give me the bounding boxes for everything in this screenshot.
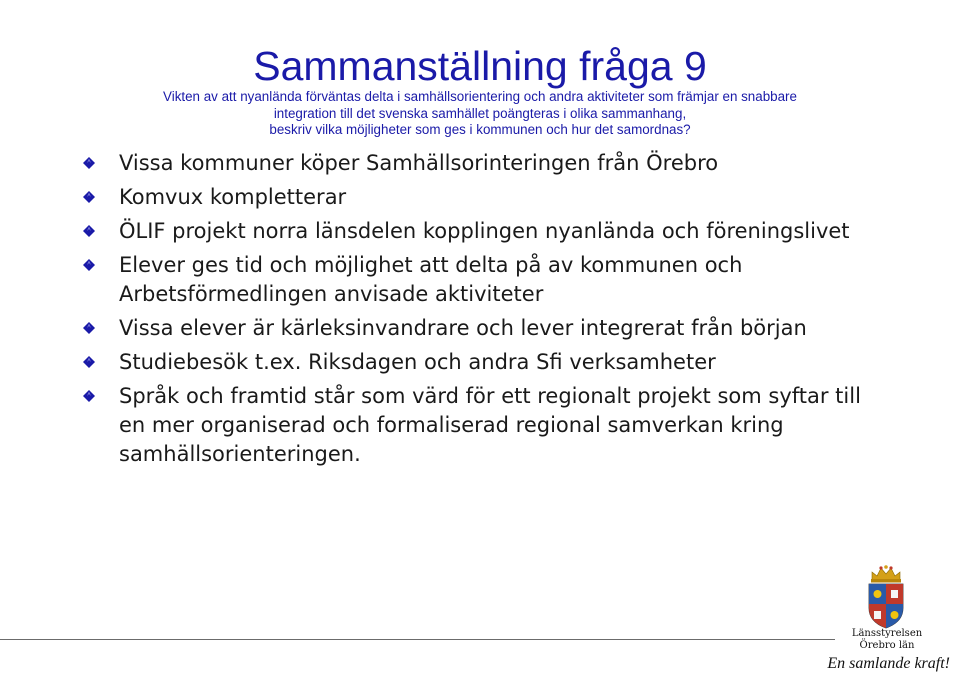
- bullet-item: [80, 217, 880, 246]
- bullet-item: [80, 314, 880, 343]
- bullet-text: Elever ges tid och möjlighet att delta på av kommunen och Arbetsförmedlingen anvisade aktiviteter: [119, 253, 743, 306]
- bullet-list: [80, 149, 880, 474]
- diamond-bullet-icon: [83, 191, 95, 203]
- bullet-item: [80, 183, 880, 212]
- subtitle-line: Vikten av att nyanlända förväntas delta i samhällsorientering och andra aktiviteter som främjar en snabbare: [163, 89, 797, 104]
- bullet-text: Komvux kompletterar: [119, 185, 347, 209]
- coat-of-arms-icon: [864, 564, 908, 630]
- bullet-text: Språk och framtid står som värd för ett regionalt projekt som syftar till en mer organiserad och formaliserad regional samverkan kring samhällsorienteringen.: [119, 384, 861, 466]
- slide-title: Sammanställning fråga 9: [253, 43, 707, 89]
- bullet-item: [80, 251, 880, 309]
- diamond-bullet-icon: [83, 225, 95, 237]
- bullet-text: Studiebesök t.ex. Riksdagen och andra Sfi verksamheter: [119, 350, 716, 374]
- bullet-item: [80, 348, 880, 377]
- slide-subtitle: [100, 89, 860, 139]
- subtitle-line: beskriv vilka möjligheter som ges i kommunen och hur det samordnas?: [269, 122, 691, 137]
- diamond-bullet-icon: [83, 390, 95, 402]
- bullet-item: [80, 382, 880, 469]
- bullet-item: [80, 149, 880, 178]
- diamond-bullet-icon: [83, 322, 95, 334]
- slogan: En samlande kraft!: [827, 655, 950, 672]
- bullet-text: Vissa kommuner köper Samhällsorinteringen från Örebro: [119, 151, 719, 175]
- diamond-bullet-icon: [83, 356, 95, 368]
- organization-name-line: Örebro län: [859, 640, 915, 651]
- organization-name: [846, 628, 928, 652]
- organization-name-line: Länsstyrelsen: [851, 628, 923, 639]
- footer-divider: [0, 639, 835, 640]
- diamond-bullet-icon: [83, 157, 95, 169]
- bullet-text: ÖLIF projekt norra länsdelen kopplingen nyanlända och föreningslivet: [119, 219, 850, 243]
- subtitle-line: integration till det svenska samhället poängteras i olika sammanhang,: [273, 105, 687, 121]
- diamond-bullet-icon: [83, 259, 95, 271]
- bullet-text: Vissa elever är kärleksinvandrare och lever integrerat från början: [119, 316, 807, 340]
